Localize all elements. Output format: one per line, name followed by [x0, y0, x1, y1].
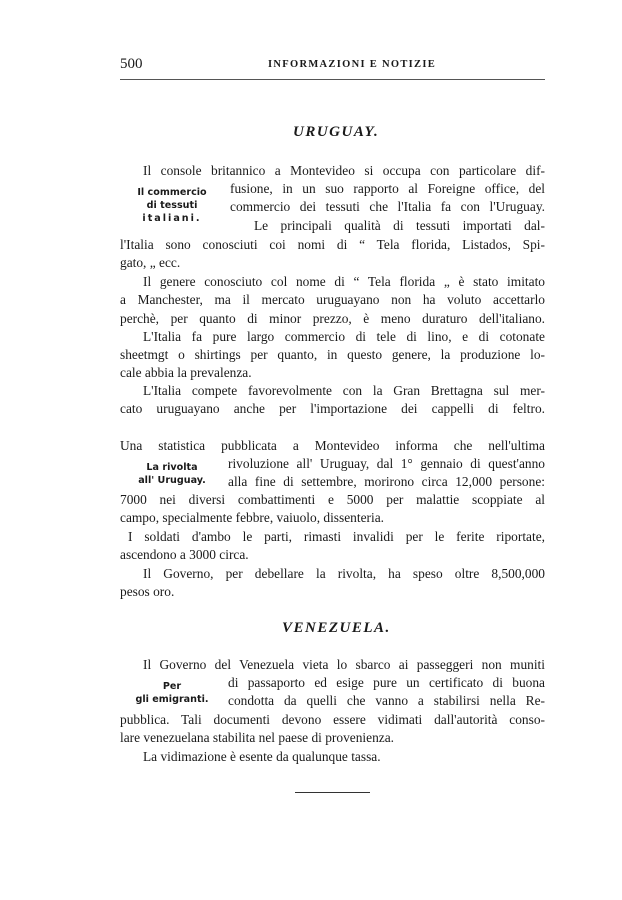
text-line: L'Italia fa pure largo commercio di tele di lino, e di cotonate: [143, 329, 545, 344]
text-line: Le principali qualità di tessuti importati dal-: [254, 218, 545, 233]
text-line: l'Italia sono conosciuti coi nomi di “ Tela florida, Listados, Spi-: [120, 237, 545, 252]
side-note-emigranti: Per gli emigranti.: [135, 681, 209, 705]
text-line: La vidimazione è esente da qualunque tassa.: [143, 749, 381, 764]
section-title-uruguay: URUGUAY.: [293, 124, 380, 140]
side-note-rivolta: La rivolta all' Uruguay.: [138, 462, 206, 486]
text-line: 7000 nei diversi combattimenti e 5000 per malattie scoppiate al: [120, 492, 545, 507]
text-line: pesos oro.: [120, 584, 175, 599]
text-line: di passaporto ed esige pure un certificato di buona: [228, 675, 545, 690]
text-line: Il Governo del Venezuela vieta lo sbarco ai passeggeri non muniti: [143, 657, 545, 672]
page-header: [120, 56, 544, 76]
text-line: perchè, per quanto di minor prezzo, è meno duraturo dell'italiano.: [120, 311, 545, 326]
text-line: I soldati d'ambo le parti, rimasti invalidi per le ferite riportate,: [128, 529, 545, 544]
text-line: cato uruguayano anche per l'importazione dei cappelli di feltro.: [120, 401, 545, 416]
text-line: lare venezuelana stabilita nel paese di provenienza.: [120, 730, 394, 745]
closing-rule: [295, 792, 370, 793]
page-number: 500: [120, 56, 143, 72]
text-line: Il Governo, per debellare la rivolta, ha speso oltre 8,500,000: [143, 566, 545, 581]
header-divider: [120, 79, 545, 80]
text-line: condotta da quelli che vanno a stabilirsi nella Re-: [228, 693, 545, 708]
text-line: campo, specialmente febbre, vaiuolo, dissenteria.: [120, 510, 384, 525]
text-line: cale abbia la prevalenza.: [120, 365, 252, 380]
section-title-venezuela: VENEZUELA.: [282, 620, 391, 636]
text-line: rivoluzione all' Uruguay, dal 1° gennaio di quest'anno: [228, 456, 545, 471]
text-line: pubblica. Tali documenti devono essere vidimati dall'autorità conso-: [120, 712, 545, 727]
text-line: fusione, in un suo rapporto al Foreigne office, del: [230, 181, 545, 196]
text-line: commercio dei tessuti che l'Italia fa con l'Uruguay.: [230, 199, 545, 214]
text-line: gato, „ ecc.: [120, 255, 181, 270]
text-line: Una statistica pubblicata a Montevideo informa che nell'ultima: [120, 438, 545, 453]
text-line: alla fine di settembre, morirono circa 12,000 persone:: [228, 474, 545, 489]
text-line: a Manchester, ma il mercato uruguayano non ha voluto accettarlo: [120, 292, 545, 307]
text-line: sheetmgt o shirtings per quanto, in questo genere, la produzione lo-: [120, 347, 545, 362]
text-line: Il console britannico a Montevideo si occupa con particolare dif-: [143, 163, 545, 178]
text-line: Il genere conosciuto col nome di “ Tela florida „ è stato imitato: [143, 274, 545, 289]
side-note-commercio: Il commercio di tessuti italiani.: [137, 187, 207, 224]
running-title: INFORMAZIONI E NOTIZIE: [268, 59, 437, 70]
text-line: ascendono a 3000 circa.: [120, 547, 249, 562]
text-line: L'Italia compete favorevolmente con la Gran Brettagna sul mer-: [143, 383, 545, 398]
